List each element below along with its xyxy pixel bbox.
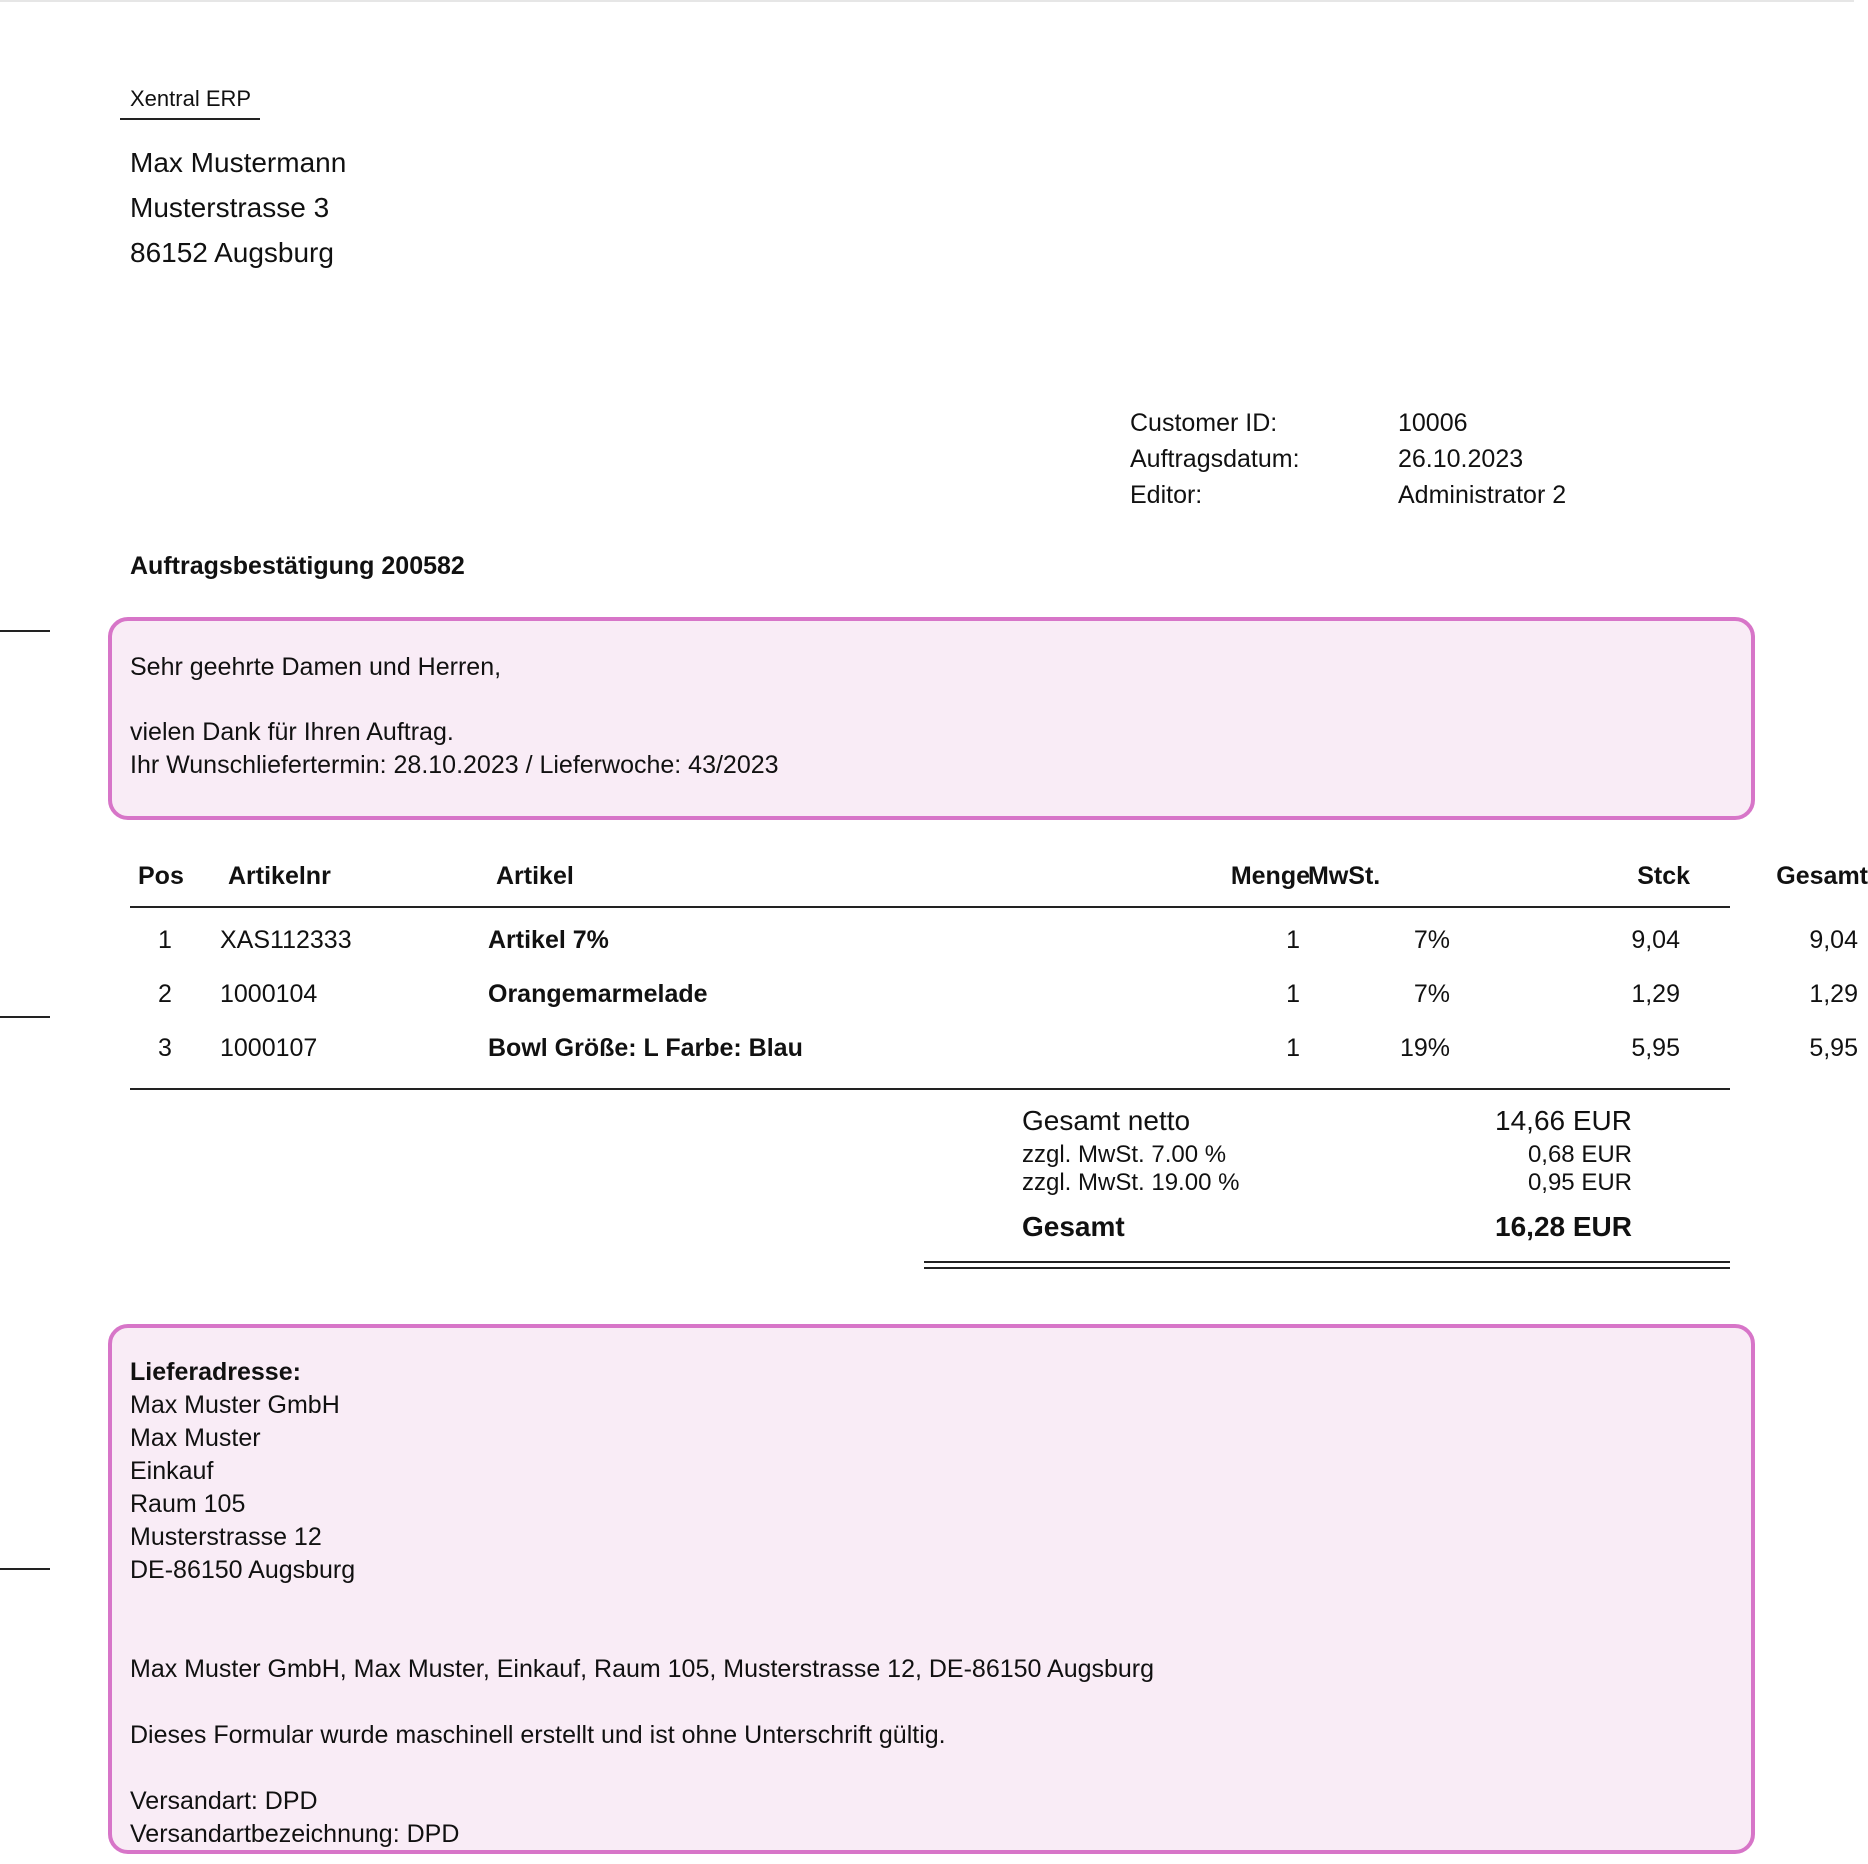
total-net-value: 14,66 EUR bbox=[1495, 1105, 1632, 1136]
total-net-label: Gesamt netto bbox=[1022, 1105, 1191, 1136]
col-header-stck: Stck bbox=[1637, 862, 1690, 890]
cell-gesamt: 1,29 bbox=[1809, 980, 1858, 1008]
col-header-pos: Pos bbox=[138, 862, 184, 890]
delivery-heading: Lieferadresse: bbox=[130, 1358, 301, 1386]
info-value: 26.10.2023 bbox=[1398, 445, 1524, 473]
cell-menge: 1 bbox=[1286, 980, 1300, 1008]
delivery-address-line: Raum 105 bbox=[130, 1490, 246, 1518]
info-value: 10006 bbox=[1398, 409, 1468, 437]
delivery-address-summary: Max Muster GmbH, Max Muster, Einkauf, Raum 105, Musterstrasse 12, DE-86150 Augsburg bbox=[130, 1655, 1155, 1683]
delivery-address-line: Max Muster bbox=[130, 1424, 261, 1452]
total-net-row bbox=[1022, 1105, 1632, 1141]
sender-line: Xentral ERP bbox=[120, 86, 260, 120]
intro-thanks: vielen Dank für Ihren Auftrag. bbox=[130, 718, 454, 746]
recipient-name: Max Mustermann bbox=[130, 147, 347, 178]
table-row bbox=[130, 914, 1858, 968]
shipping-method-label: Versandartbezeichnung: DPD bbox=[130, 1820, 460, 1848]
cell-artikel: Orangemarmelade bbox=[488, 980, 708, 1008]
delivery-address-line: Musterstrasse 12 bbox=[130, 1523, 322, 1551]
fold-mark-bottom bbox=[0, 1568, 50, 1570]
fold-mark-punch bbox=[0, 1016, 50, 1018]
recipient-address bbox=[130, 140, 346, 275]
cell-stck: 1,29 bbox=[1631, 980, 1680, 1008]
intro-text-box bbox=[108, 617, 1755, 820]
delivery-address-line: Max Muster GmbH bbox=[130, 1391, 340, 1419]
table-row bbox=[130, 968, 1858, 1022]
info-row-order-date bbox=[1130, 441, 1566, 477]
cell-gesamt: 9,04 bbox=[1809, 926, 1858, 954]
cell-mwst: 7% bbox=[1413, 980, 1450, 1008]
cell-pos: 1 bbox=[158, 926, 172, 954]
tax-19-value: 0,95 EUR bbox=[1527, 1169, 1632, 1196]
cell-menge: 1 bbox=[1286, 926, 1300, 954]
cell-stck: 9,04 bbox=[1631, 926, 1680, 954]
document-title: Auftragsbestätigung 200582 bbox=[130, 552, 465, 580]
tax-19-row bbox=[1022, 1169, 1632, 1197]
delivery-text-box bbox=[108, 1324, 1755, 1854]
grand-total-row bbox=[1022, 1211, 1632, 1259]
cell-pos: 2 bbox=[158, 980, 172, 1008]
tax-7-row bbox=[1022, 1141, 1632, 1169]
recipient-city: 86152 Augsburg bbox=[130, 237, 334, 268]
cell-mwst: 7% bbox=[1413, 926, 1450, 954]
totals-block bbox=[1022, 1105, 1632, 1259]
tax-7-value: 0,68 EUR bbox=[1527, 1141, 1632, 1168]
info-value: Administrator 2 bbox=[1398, 481, 1567, 509]
cell-pos: 3 bbox=[158, 1034, 172, 1062]
cell-artikelnr: 1000107 bbox=[220, 1034, 318, 1062]
col-header-mwst: MwSt. bbox=[1308, 862, 1381, 890]
cell-artikel: Bowl Größe: L Farbe: Blau bbox=[488, 1034, 803, 1062]
cell-artikelnr: 1000104 bbox=[220, 980, 318, 1008]
col-header-menge: Menge bbox=[1230, 862, 1310, 890]
intro-delivery-date: Ihr Wunschliefertermin: 28.10.2023 / Lieferwoche: 43/2023 bbox=[130, 751, 779, 779]
top-border bbox=[0, 0, 1854, 2]
info-label: Customer ID: bbox=[1130, 409, 1278, 437]
cell-menge: 1 bbox=[1286, 1034, 1300, 1062]
recipient-street: Musterstrasse 3 bbox=[130, 192, 330, 223]
col-header-gesamt: Gesamt bbox=[1776, 862, 1868, 890]
info-label: Auftragsdatum: bbox=[1130, 445, 1300, 473]
signature-notice: Dieses Formular wurde maschinell erstellt und ist ohne Unterschrift gültig. bbox=[130, 1721, 946, 1749]
delivery-address-line: DE-86150 Augsburg bbox=[130, 1556, 356, 1584]
col-header-artikelnr: Artikelnr bbox=[228, 862, 331, 890]
info-label: Editor: bbox=[1130, 481, 1203, 509]
tax-7-label: zzgl. MwSt. 7.00 % bbox=[1022, 1141, 1227, 1168]
intro-greeting: Sehr geehrte Damen und Herren, bbox=[130, 653, 502, 681]
fold-mark-top bbox=[0, 630, 50, 632]
delivery-address-line: Einkauf bbox=[130, 1457, 214, 1485]
total-double-rule bbox=[924, 1261, 1730, 1269]
items-table-header bbox=[130, 858, 1868, 908]
items-table-body bbox=[130, 908, 1858, 1090]
col-header-artikel: Artikel bbox=[496, 862, 574, 890]
cell-artikel: Artikel 7% bbox=[488, 926, 609, 954]
grand-total-value: 16,28 EUR bbox=[1495, 1211, 1632, 1242]
table-row bbox=[130, 1022, 1858, 1076]
cell-mwst: 19% bbox=[1399, 1034, 1450, 1062]
cell-gesamt: 5,95 bbox=[1809, 1034, 1858, 1062]
shipping-method: Versandart: DPD bbox=[130, 1787, 318, 1815]
document-info-block bbox=[1130, 405, 1566, 513]
cell-artikelnr: XAS112333 bbox=[220, 926, 352, 954]
grand-total-label: Gesamt bbox=[1022, 1211, 1125, 1242]
info-row-customer-id bbox=[1130, 405, 1566, 441]
tax-19-label: zzgl. MwSt. 19.00 % bbox=[1022, 1169, 1240, 1196]
info-row-editor bbox=[1130, 477, 1566, 513]
items-table bbox=[130, 858, 1868, 1090]
cell-stck: 5,95 bbox=[1631, 1034, 1680, 1062]
